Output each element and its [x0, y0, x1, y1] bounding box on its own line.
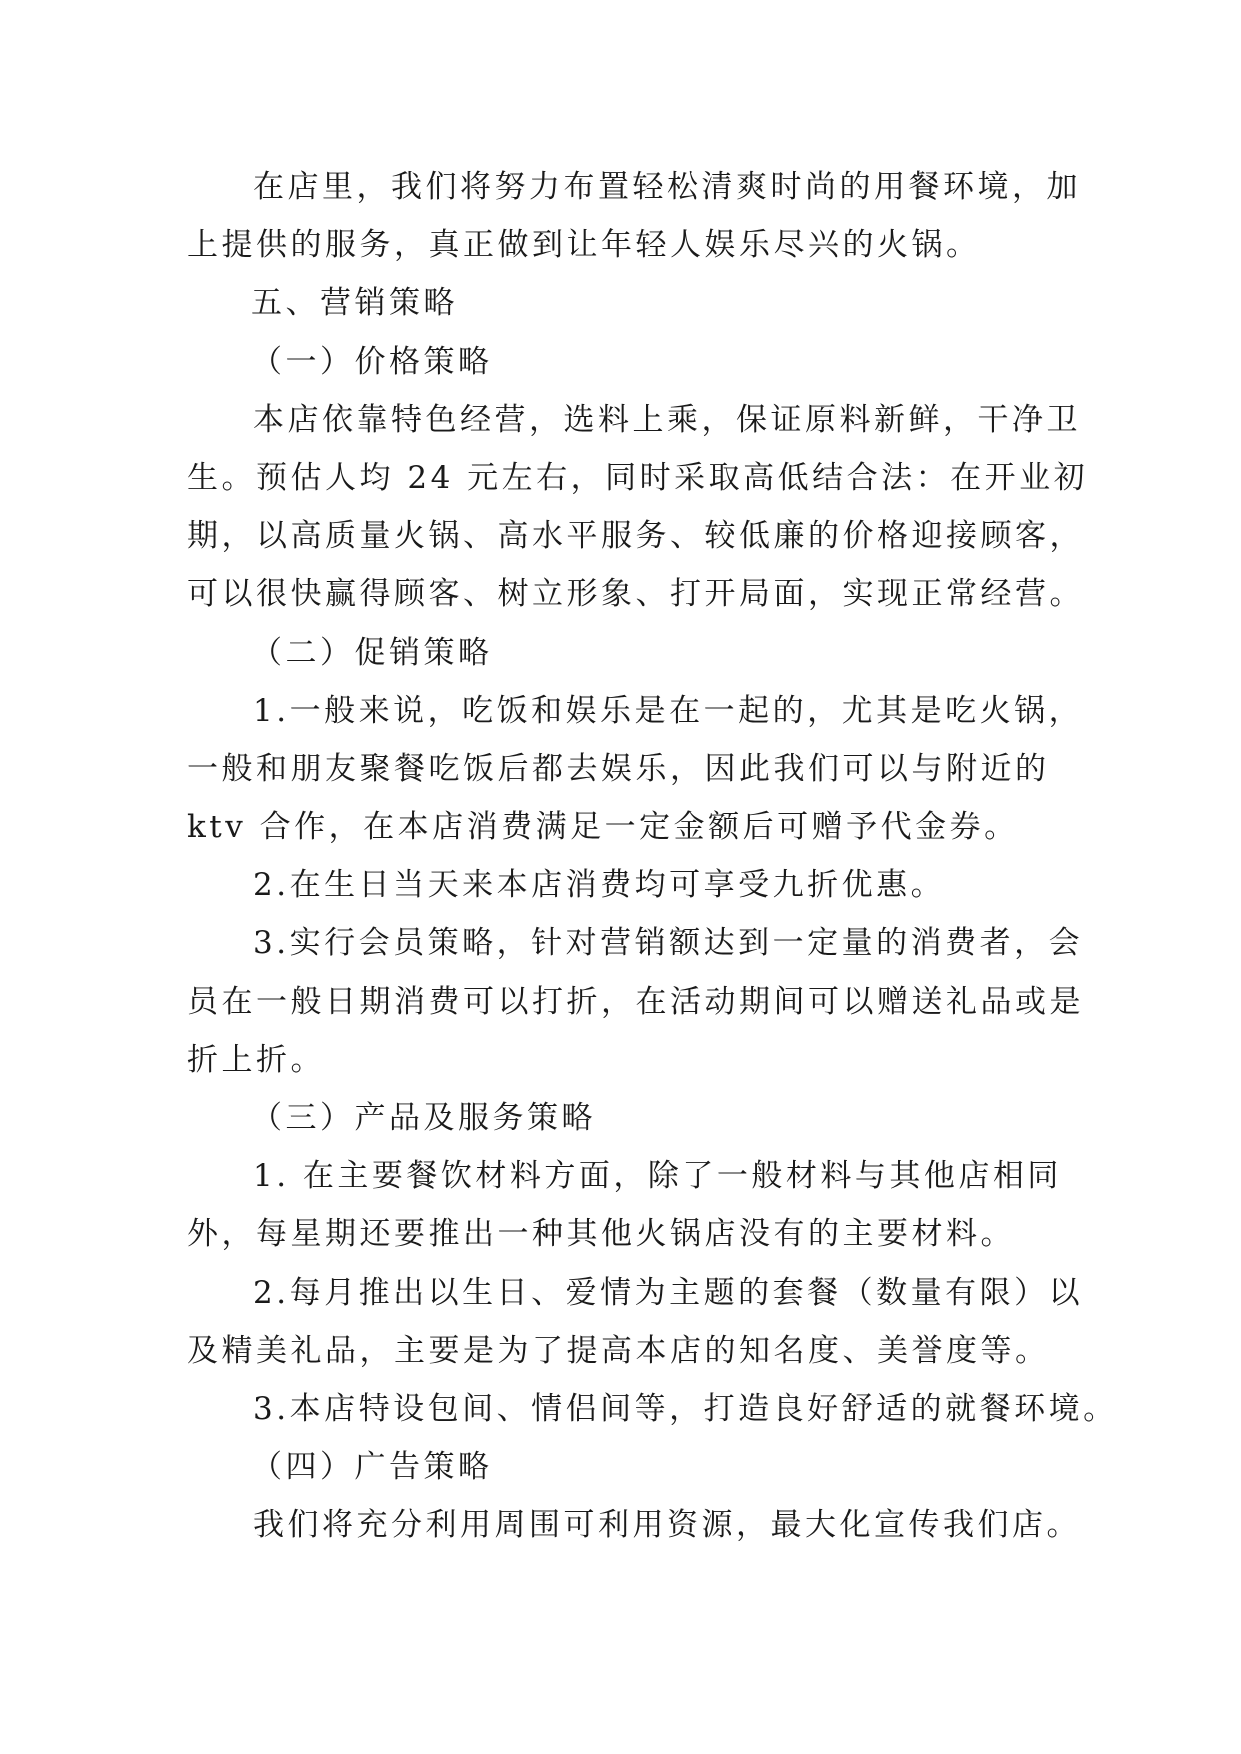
list-item-line: 3.实行会员策略，针对营销额达到一定量的消费者，会 — [253, 925, 1084, 962]
list-item-line: 2.在生日当天来本店消费均可享受九折优惠。 — [253, 867, 946, 904]
subsection-heading: （四）广告策略 — [251, 1449, 493, 1486]
list-item-line: 员在一般日期消费可以打折，在活动期间可以赠送礼品或是 — [187, 983, 1084, 1020]
paragraph-line: 可以很快赢得顾客、树立形象、打开局面，实现正常经营。 — [187, 576, 1084, 613]
paragraph-line: 在店里，我们将努力布置轻松清爽时尚的用餐环境，加 — [253, 169, 1081, 205]
list-item-line: 2.每月推出以生日、爱情为主题的套餐（数量有限）以 — [253, 1274, 1084, 1311]
subsection-heading: （三）产品及服务策略 — [251, 1100, 596, 1136]
paragraph-line: 上提供的服务，真正做到让年轻人娱乐尽兴的火锅。 — [187, 227, 981, 264]
list-item-line: 3.本店特设包间、情侣间等，打造良好舒适的就餐环境。 — [253, 1390, 1118, 1427]
document-body — [187, 158, 1118, 1555]
section-heading: 五、营销策略 — [251, 285, 458, 322]
list-item-line: 1. 在主要餐饮材料方面，除了一般材料与其他店相同 — [253, 1158, 1062, 1195]
paragraph-line: 本店依靠特色经营，选料上乘，保证原料新鲜，干净卫 — [253, 401, 1081, 438]
paragraph-line: 期，以高质量火锅、高水平服务、较低廉的价格迎接顾客， — [187, 518, 1084, 555]
paragraph-line: 生。预估人均 24 元左右，同时采取高低结合法：在开业初 — [187, 459, 1089, 496]
list-item-line: 及精美礼品，主要是为了提高本店的知名度、美誉度等。 — [187, 1332, 1050, 1369]
list-item-line: ktv 合作，在本店消费满足一定金额后可赠予代金券。 — [187, 809, 1019, 846]
subsection-heading: （二）促销策略 — [251, 634, 493, 671]
list-item-line: 外，每星期还要推出一种其他火锅店没有的主要材料。 — [187, 1216, 1015, 1253]
list-item-line: 一般和朋友聚餐吃饭后都去娱乐，因此我们可以与附近的 — [187, 750, 1050, 787]
paragraph-line: 我们将充分利用周围可利用资源，最大化宣传我们店。 — [253, 1507, 1081, 1544]
list-item-line: 折上折。 — [187, 1041, 325, 1078]
subsection-heading: （一）价格策略 — [251, 343, 493, 380]
list-item-line: 1.一般来说，吃饭和娱乐是在一起的，尤其是吃火锅， — [253, 692, 1084, 729]
